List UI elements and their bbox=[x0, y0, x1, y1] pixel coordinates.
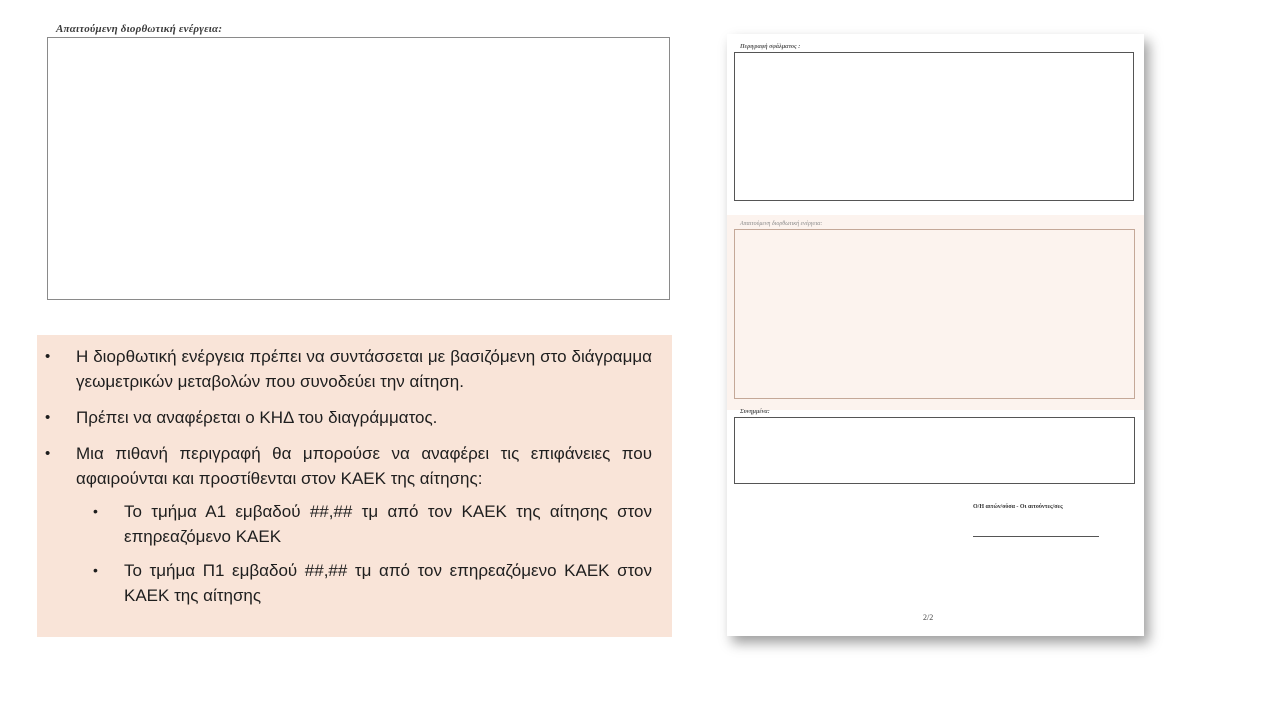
page-label-action: Απαιτούμενη διορθωτική ενέργεια: bbox=[740, 221, 823, 227]
action-box bbox=[734, 229, 1135, 399]
note-sub-bullet: • Το τμήμα Α1 εμβαδού ##,## τμ από τον ΚΑΕΚ της αίτησης στον επηρεαζόμενο ΚΑΕΚ bbox=[76, 499, 652, 549]
note-bullet-text: Μια πιθανή περιγραφή θα μπορούσε να αναφέρει τις επιφάνειες που αφαιρούνται και προστίθενται στον ΚΑΕΚ της αίτησης: bbox=[76, 444, 652, 488]
signature-line bbox=[973, 536, 1099, 537]
notes-list bbox=[45, 344, 652, 608]
page-number: 2/2 bbox=[923, 613, 934, 622]
form-page-thumbnail bbox=[727, 34, 1144, 636]
zoom-field-label: Απαιτούμενη διορθωτική ενέργεια: bbox=[56, 23, 223, 35]
note-sub-bullet: • Το τμήμα Π1 εμβαδού ##,## τμ από τον επηρεαζόμενο ΚΑΕΚ στον ΚΑΕΚ της αίτησης bbox=[76, 558, 652, 608]
notes-sublist bbox=[76, 499, 652, 608]
note-bullet bbox=[45, 441, 652, 608]
page-label-description: Περιγραφή σφάλματος : bbox=[740, 44, 801, 50]
signature-label: Ο/Η αιτών/ούσα - Οι αιτούντες/σες bbox=[973, 504, 1063, 510]
corrective-action-box bbox=[47, 37, 670, 300]
note-bullet: • Η διορθωτική ενέργεια πρέπει να συντάσσεται με βασιζόμενη στο διάγραμμα γεωμετρικών μεταβολών που συνοδεύει την αίτηση. bbox=[45, 344, 652, 394]
note-bullet: • Πρέπει να αναφέρεται ο ΚΗΔ του διαγράμματος. bbox=[45, 405, 652, 430]
description-box bbox=[734, 52, 1134, 201]
notes-panel bbox=[37, 335, 672, 637]
attachments-box bbox=[734, 417, 1135, 484]
page-label-attachments: Συνημμένα: bbox=[740, 409, 770, 415]
